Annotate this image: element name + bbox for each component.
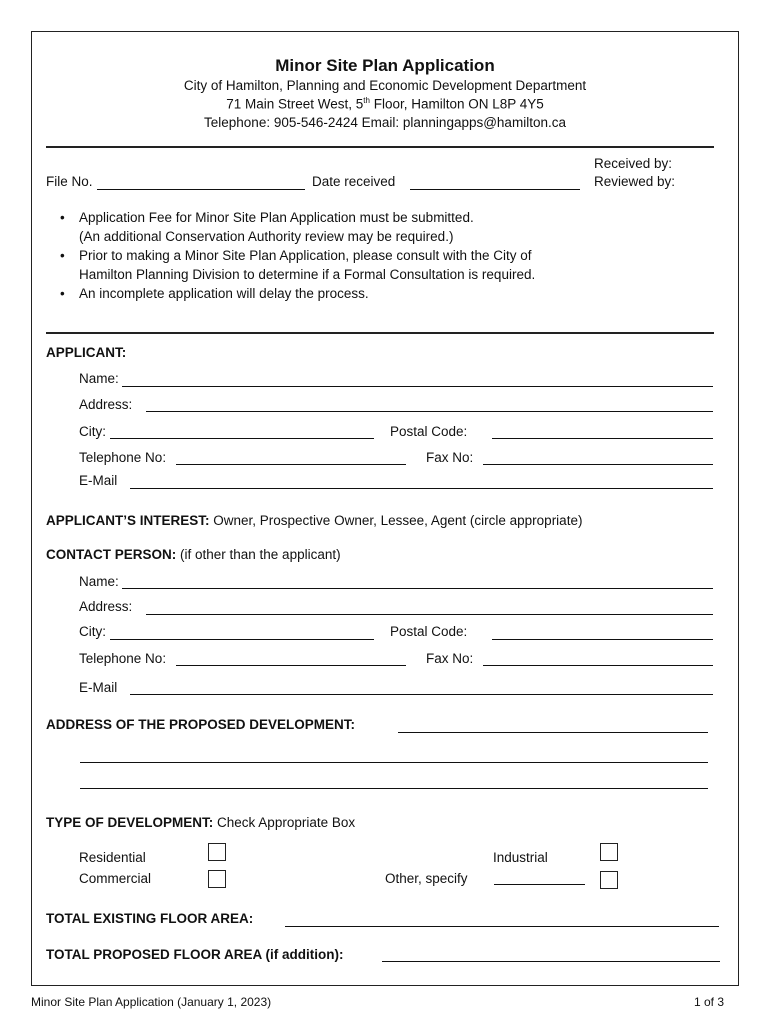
contact-address-field[interactable] [146,614,713,615]
existing-floor-area-field[interactable] [285,926,719,927]
list-item: (An additional Conservation Authority review may be required.) [79,229,454,244]
residential-label: Residential [79,850,146,865]
commercial-label: Commercial [79,871,152,886]
date-received-label: Date received [312,174,396,189]
header-divider [46,146,714,148]
other-specify-field[interactable] [494,884,585,885]
contact-fax-label: Fax No: [426,651,474,666]
applicant-address-field[interactable] [146,411,713,412]
page-number: 1 of 3 [694,995,725,1009]
applicant-fax-field[interactable] [483,464,713,465]
industrial-checkbox[interactable] [600,843,618,861]
department-contact: Telephone: 905-546-2424 Email: planningapps@hamilton.ca [204,115,566,130]
contact-fax-field[interactable] [483,665,713,666]
applicant-interest: APPLICANT’S INTEREST: Owner, Prospective Owner, Lessee, Agent (circle appropriate) [46,513,583,528]
applicant-city-label: City: [79,424,106,439]
contact-address-label: Address: [79,599,133,614]
applicant-email-field[interactable] [130,488,713,489]
file-no-label: File No. [46,174,93,189]
list-item: • An incomplete application will delay the process. [60,286,369,301]
contact-postal-field[interactable] [492,639,713,640]
residential-checkbox[interactable] [208,843,226,861]
applicant-name-field[interactable] [122,386,713,387]
applicant-fax-label: Fax No: [426,450,474,465]
contact-email-label: E-Mail [79,680,118,695]
department-address: 71 Main Street West, 5th Floor, Hamilton ON L8P 4Y5 [226,96,544,112]
industrial-label: Industrial [493,850,548,865]
form-title: Minor Site Plan Application [275,56,495,75]
development-address-heading: ADDRESS OF THE PROPOSED DEVELOPMENT: [46,717,356,732]
applicant-email-label: E-Mail [79,473,118,488]
contact-city-label: City: [79,624,106,639]
contact-city-field[interactable] [110,639,374,640]
footer-title: Minor Site Plan Application (January 1, 2023) [31,995,272,1009]
commercial-checkbox[interactable] [208,870,226,888]
proposed-floor-area-label: TOTAL PROPOSED FLOOR AREA (if addition): [46,947,344,962]
contact-telephone-label: Telephone No: [79,651,167,666]
instructions-list [60,208,535,303]
contact-telephone-field[interactable] [176,665,406,666]
other-checkbox[interactable] [600,871,618,889]
development-address-field-2[interactable] [80,762,708,763]
contact-name-field[interactable] [122,588,713,589]
reviewed-by-label: Reviewed by: [594,174,676,189]
department-name: City of Hamilton, Planning and Economic Development Department [183,78,587,93]
applicant-address-label: Address: [79,397,133,412]
applicant-name-label: Name: [79,371,119,386]
other-label: Other, specify [385,871,468,886]
contact-postal-label: Postal Code: [390,624,468,639]
applicant-postal-label: Postal Code: [390,424,468,439]
date-received-field[interactable] [410,189,580,190]
list-item: • Prior to making a Minor Site Plan Application, please consult with the City of [60,248,532,263]
applicant-telephone-field[interactable] [176,464,406,465]
applicant-city-field[interactable] [110,438,374,439]
received-by-label: Received by: [594,156,673,171]
contact-email-field[interactable] [130,694,713,695]
existing-floor-area-label: TOTAL EXISTING FLOOR AREA: [46,911,254,926]
file-no-field[interactable] [97,189,305,190]
notes-divider [46,332,714,334]
development-type-heading: TYPE OF DEVELOPMENT: Check Appropriate Box [46,815,356,830]
applicant-postal-field[interactable] [492,438,713,439]
list-item: • Application Fee for Minor Site Plan Application must be submitted. [60,210,474,225]
proposed-floor-area-field[interactable] [382,961,720,962]
contact-heading: CONTACT PERSON: (if other than the applicant) [46,547,341,562]
development-address-field[interactable] [398,732,708,733]
applicant-telephone-label: Telephone No: [79,450,167,465]
development-address-field-3[interactable] [80,788,708,789]
applicant-heading: APPLICANT: [46,345,127,360]
contact-name-label: Name: [79,574,119,589]
list-item: Hamilton Planning Division to determine if a Formal Consultation is required. [79,267,536,282]
